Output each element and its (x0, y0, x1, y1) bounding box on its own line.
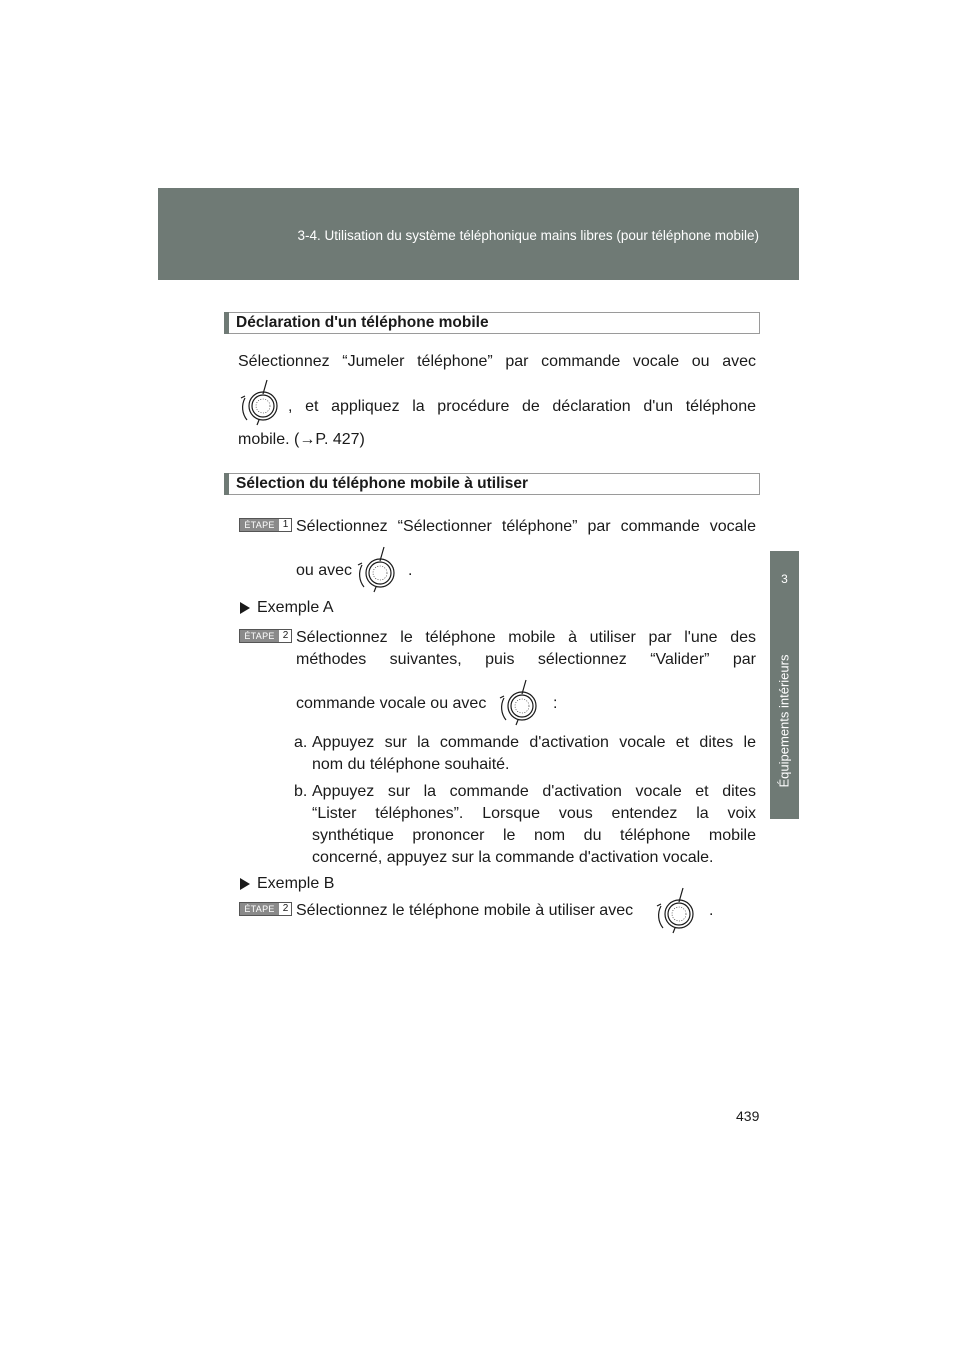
step-label: ÉTAPE (240, 630, 279, 642)
step-badge (239, 518, 292, 532)
option-line: Appuyez sur la commande d'activation vocale et dites (312, 783, 756, 800)
example-label: Exemple A (257, 599, 334, 616)
step-number: 2 (282, 903, 289, 914)
side-tab-label: Équipements intérieurs (776, 654, 792, 788)
step-line: méthodes suivantes, puis sélectionnez “Valider” par (296, 651, 756, 668)
step-number: 1 (282, 519, 289, 530)
option-line: Appuyez sur la commande d'activation vocale et dites le (312, 734, 756, 751)
option-line: “Lister téléphones”. Lorsque vous entendez la voix (312, 805, 756, 822)
step-line: Sélectionnez le téléphone mobile à utiliser avec (296, 902, 634, 919)
option-line: nom du téléphone souhaité. (312, 756, 510, 773)
step-label: ÉTAPE (240, 519, 279, 531)
step-label: ÉTAPE (240, 903, 279, 915)
chapter-title: 3-4. Utilisation du système téléphonique mains libres (pour téléphone mobile) (297, 228, 759, 243)
step-line-end: : (553, 695, 558, 712)
step-line-end: . (408, 562, 413, 579)
step-line: commande vocale ou avec (296, 695, 487, 712)
step-badge (239, 902, 292, 916)
option-line: concerné, appuyez sur la commande d'activation vocale. (312, 849, 714, 866)
section-title: Sélection du téléphone mobile à utiliser (236, 475, 528, 492)
side-tab (770, 551, 799, 819)
paragraph-line: Sélectionnez “Jumeler téléphone” par commande vocale ou avec (238, 353, 756, 370)
section-title: Déclaration d'un téléphone mobile (236, 314, 489, 331)
option-line: synthétique prononcer le nom du téléphone mobile (312, 827, 756, 844)
side-tab-number: 3 (781, 572, 788, 586)
paragraph-line: mobile. (→P. 427) (238, 431, 365, 448)
paragraph-line: , et appliquez la procédure de déclaration d'un téléphone (288, 398, 756, 415)
knob-icon (354, 543, 398, 595)
step-badge (239, 629, 292, 643)
chapter-header (158, 188, 799, 280)
knob-icon (653, 884, 697, 936)
knob-icon (496, 676, 540, 728)
example-label: Exemple B (257, 875, 335, 892)
option-marker: b. (294, 783, 308, 800)
step-line: Sélectionnez “Sélectionner téléphone” par commande vocale (296, 518, 756, 535)
knob-icon (237, 376, 281, 428)
step-line: Sélectionnez le téléphone mobile à utiliser par l'une des (296, 629, 756, 646)
step-line-end: . (709, 902, 714, 919)
page-number: 439 (736, 1108, 760, 1124)
option-marker: a. (294, 734, 308, 751)
step-line: ou avec (296, 562, 353, 579)
triangle-bullet-icon (240, 878, 250, 890)
step-number: 2 (282, 630, 289, 641)
section-header-bar (224, 312, 229, 334)
section-header-selection (224, 473, 760, 495)
triangle-bullet-icon (240, 602, 250, 614)
section-header-bar (224, 473, 229, 495)
section-header-declaration (224, 312, 760, 334)
